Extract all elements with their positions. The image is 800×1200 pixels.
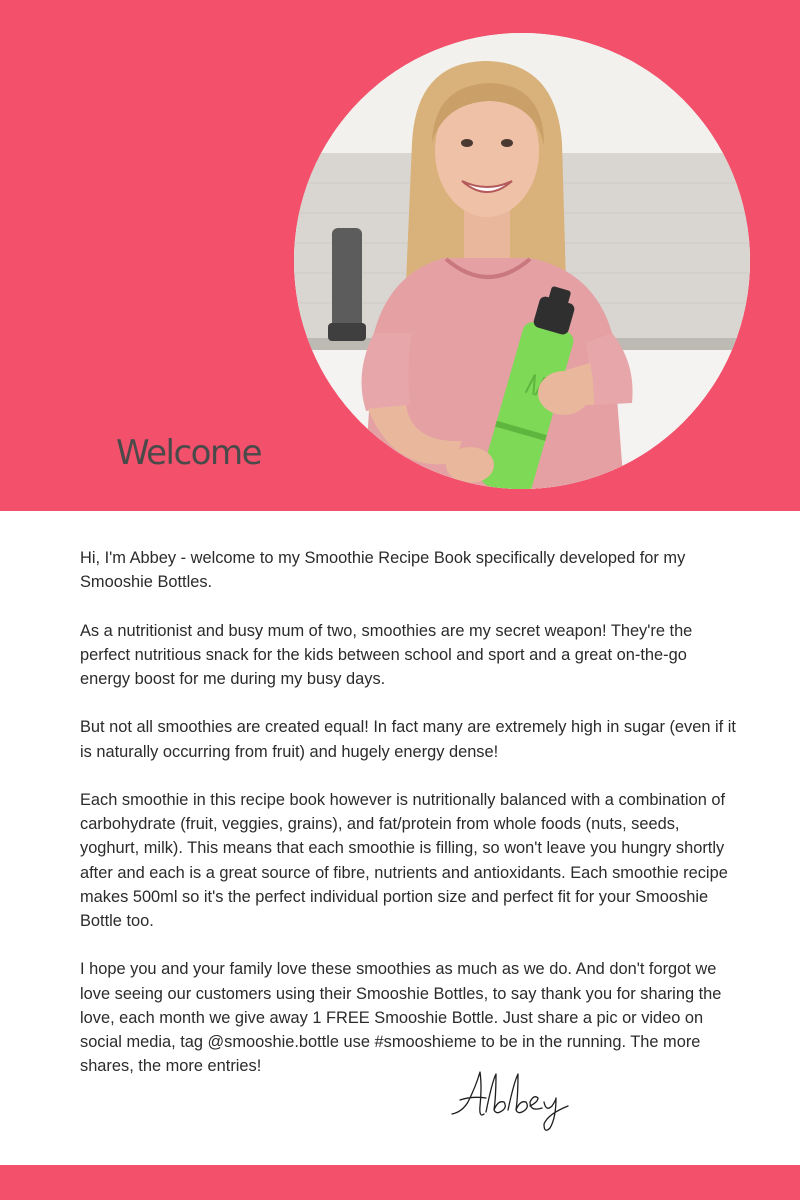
header-banner	[0, 0, 800, 511]
nutrition-paragraph: Each smoothie in this recipe book however is nutritionally balanced with a combination of carbohydrate (fruit, veggies, grains), and fat/protein from whole foods (nuts, seeds, yoghurt, milk). This means that each smoothie is filling, so won't leave you hungry shortly after and each is a great source of fibre, nutrients and antioxidants. Each smoothie recipe makes 500ml so it's the perfect individual portion size and perfect fit for your Smooshie Bottle too.	[80, 790, 728, 930]
intro-paragraph: Hi, I'm Abbey - welcome to my Smoothie Recipe Book specifically developed for my Smooshie Bottles.	[80, 549, 686, 592]
woman-holding-bottle-illustration	[294, 33, 750, 489]
page-title: Welcome	[116, 433, 262, 473]
profile-photo	[294, 33, 750, 489]
signature-drawing	[446, 1062, 586, 1137]
secret-weapon-paragraph: As a nutritionist and busy mum of two, smoothies are my secret weapon! They're the perfect nutritious snack for the kids between school and sport and a great on-the-go energy boost for me during my busy days.	[80, 621, 693, 688]
giveaway-paragraph: I hope you and your family love these smoothies as much as we do. And don't forgot we love seeing our customers using their Smooshie Bottles, to say thank you for sharing the love, each month we give away 1 FREE Smooshie Bottle. Just share a pic or video on social media, tag @smooshie.bottle use #smooshieme to be in the running. The more shares, the more entries!	[80, 960, 722, 1076]
handwritten-signature	[446, 1062, 586, 1137]
footer-bar	[0, 1165, 800, 1200]
welcome-letter	[80, 546, 740, 1103]
sugar-warning-paragraph: But not all smoothies are created equal! In fact many are extremely high in sugar (even if it is naturally occurring from fruit) and hugely energy dense!	[80, 718, 736, 761]
